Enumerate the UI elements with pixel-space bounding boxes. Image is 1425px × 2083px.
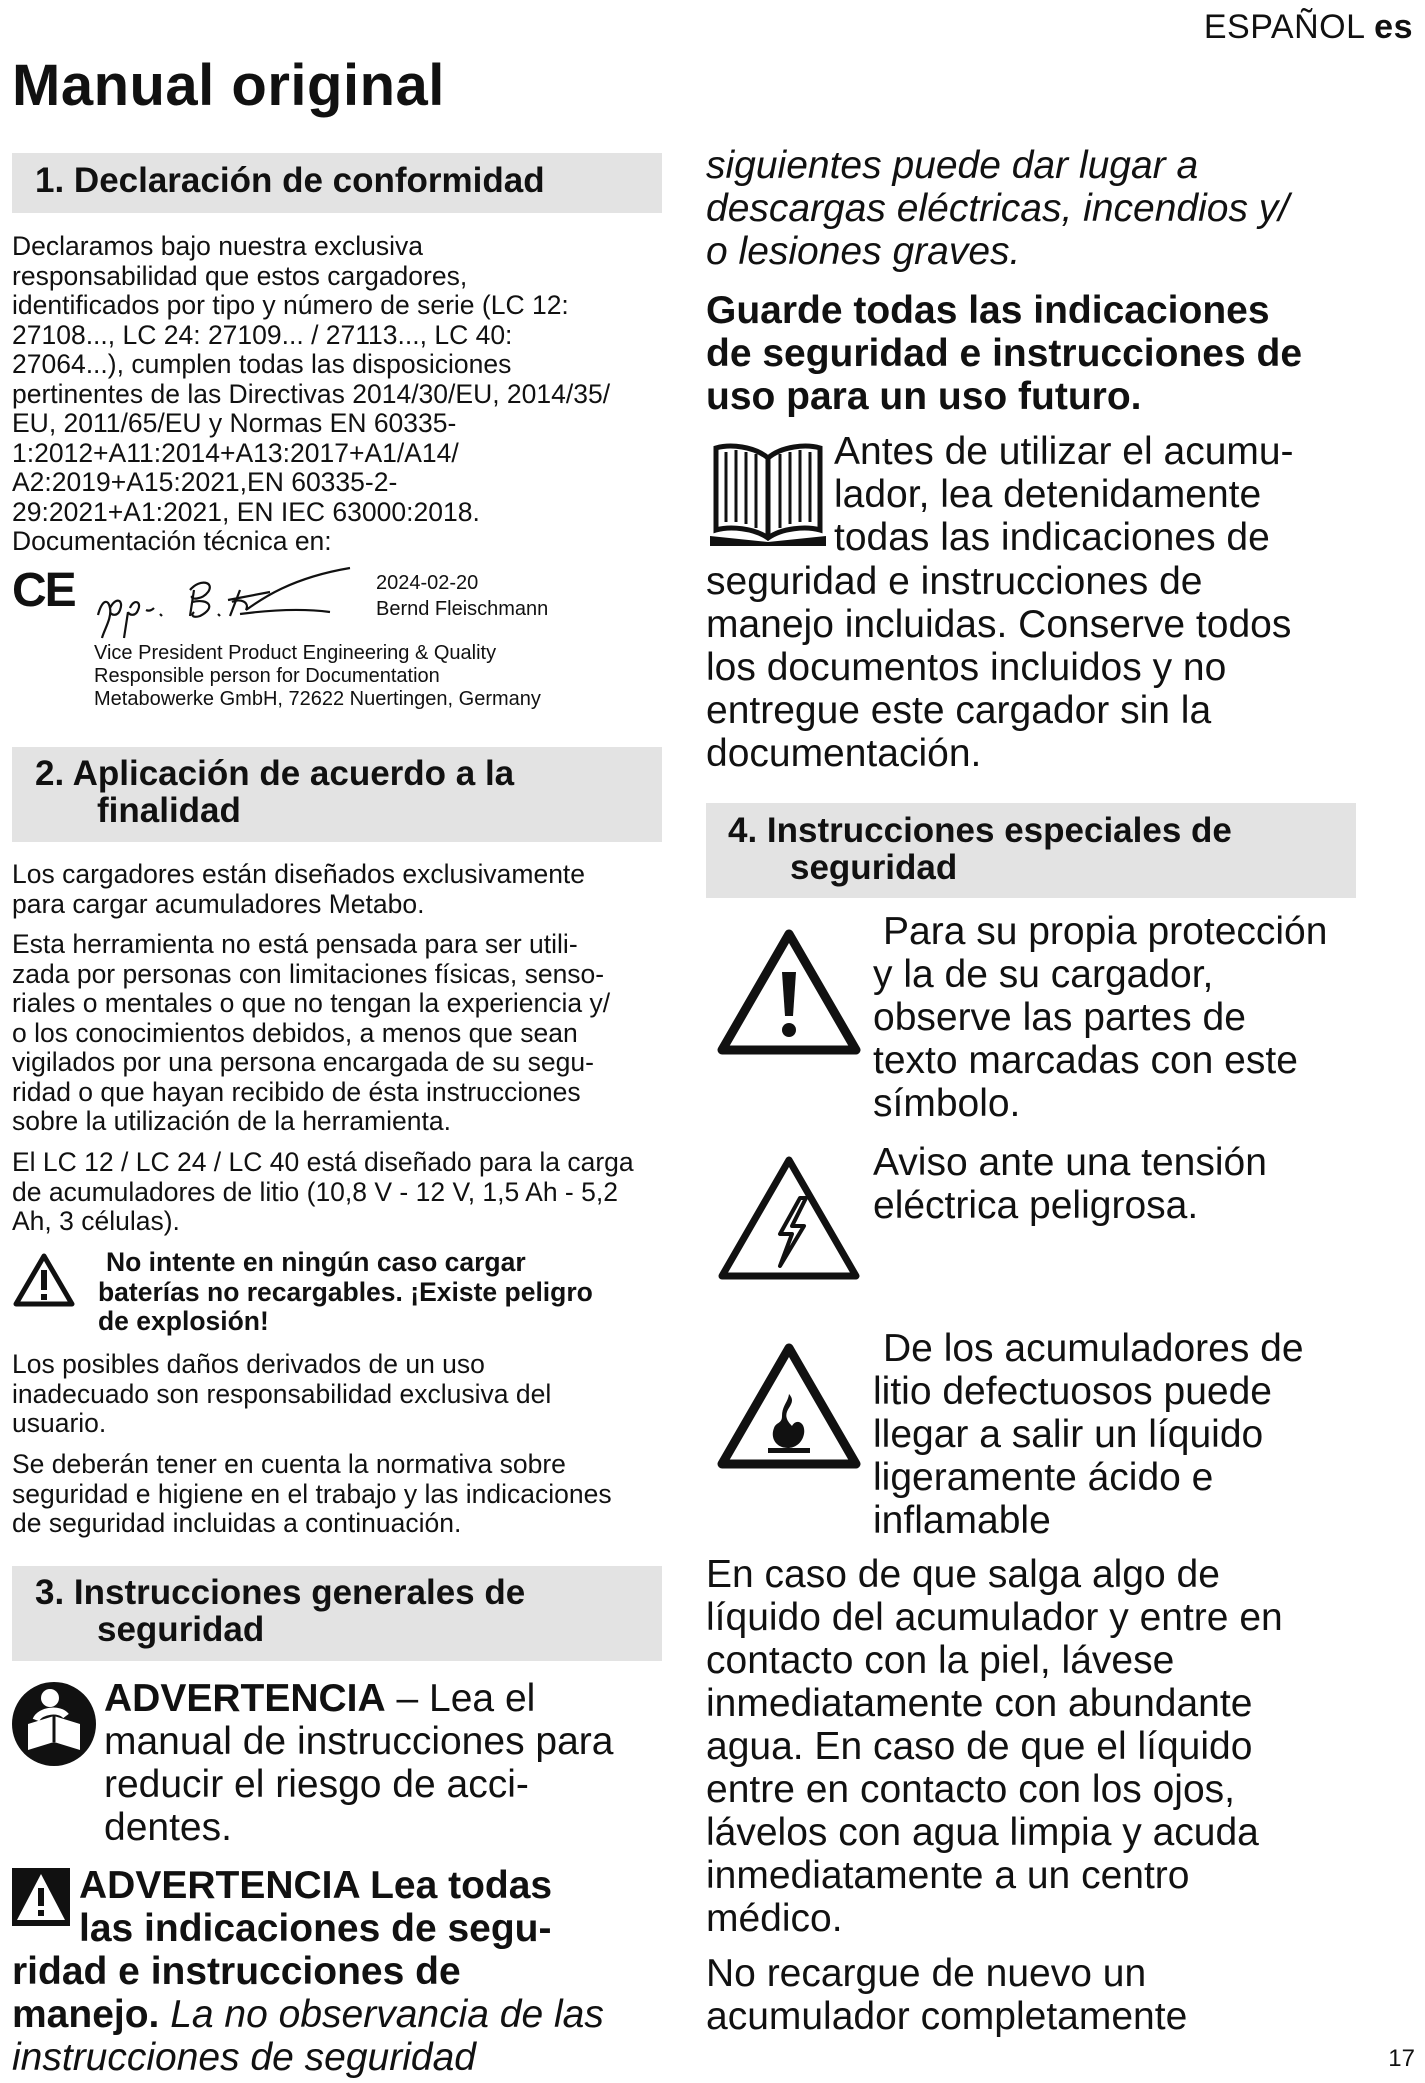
signer-line: Vice President Product Engineering & Quality <box>94 642 497 664</box>
book-text: Antes de utilizar el acumu- lador, lea detenidamente todas las indicaciones de <box>834 430 1294 559</box>
read-manual-icon <box>10 1680 98 1768</box>
section-4-voltage-text: Aviso ante una tensión eléctrica peligrosa. <box>873 1141 1267 1227</box>
text-line: identificados por tipo y número de serie (LC 12: <box>12 290 569 320</box>
signer-line: Responsible person for Documentation <box>94 665 440 687</box>
section-4-p1: En caso de que salga algo de líquido del acumulador y entre en contacto con la piel, lávese inmediatamente con abundante agua. En caso de que el líquido entre en contacto con los ojos, lávelos con agua limpia y acuda inmediatamente a un centro médico. <box>706 1553 1283 1940</box>
section-1-heading: 1. Declaración de conformidad <box>35 161 545 200</box>
text-line: Declaramos bajo nuestra exclusiva <box>12 231 423 261</box>
text-line: 27108..., LC 24: 27109... / 27113..., LC 40: <box>12 319 513 350</box>
text-line: 27064...), cumplen todas las disposiciones <box>12 349 512 379</box>
section-3-heading: 3. Instrucciones generales de seguridad <box>35 1573 526 1649</box>
language-name: ESPAÑOL <box>1203 8 1365 46</box>
text-line: pertinentes de las Directivas 2014/30/EU, 2014/35/ <box>12 378 611 409</box>
warning-triangle-icon <box>12 1252 76 1308</box>
section-3-warning-2: ADVERTENCIA Lea todas las indicaciones de segu- ridad e instrucciones de manejo. La no observancia de las instrucciones de seguridad <box>12 1864 604 2079</box>
section-4-heading: 4. Instrucciones especiales de seguridad <box>728 811 1232 887</box>
book-text-continued: seguridad e instrucciones de manejo incluidas. Conserve todos los documentos incluidos y no entregue este cargador sin la documentación. <box>706 560 1292 775</box>
right-continued-text: siguientes puede dar lugar a descargas eléctricas, incendios y/ o lesiones graves. <box>706 144 1290 273</box>
section-2-p4: Los posibles daños derivados de un uso inadecuado son responsabilidad exclusiva del usuario. <box>12 1349 552 1438</box>
text-line: EU, 2011/65/EU y Normas EN 60335- <box>12 408 457 438</box>
section-1-text <box>12 232 610 557</box>
signature-image <box>90 560 360 640</box>
section-4-warning-symbol-text: Para su propia protección y la de su cargador, observe las partes de texto marcadas con este símbolo. <box>873 910 1328 1125</box>
language-code: es <box>1374 8 1413 46</box>
section-2-p3: El LC 12 / LC 24 / LC 40 está diseñado para la carga de acumuladores de litio (10,8 V - 12 V, 1,5 Ah - 5,2 Ah, 3 células). <box>12 1147 634 1236</box>
flammable-icon <box>716 1342 862 1470</box>
ce-mark: CE <box>12 564 75 617</box>
text-line: responsabilidad que estos cargadores, <box>12 260 468 291</box>
signer-name: Bernd Fleischmann <box>376 598 549 620</box>
section-2-p5: Se deberán tener en cuenta la normativa sobre seguridad e higiene en el trabajo y las indicaciones de seguridad incluidas a continuación. <box>12 1449 612 1538</box>
signature-date: 2024-02-20 <box>376 572 479 594</box>
keep-instructions-text: Guarde todas las indicaciones de seguridad e instrucciones de uso para un uso futuro. <box>706 289 1303 418</box>
language-label <box>1204 8 1413 47</box>
text-line: 1:2012+A11:2014+A13:2017+A1/A14/ <box>12 437 459 468</box>
page-title: Manual original <box>12 53 445 118</box>
section-2-p2: Esta herramienta no está pensada para ser utili- zada por personas con limitaciones físicas, senso- riales o mentales o que no tengan la experiencia y/ o los conocimientos debidos, a menos que sean vigilados por una persona encargada de su segu- ridad o que hayan recibido de ésta instrucciones sobre la utilización de la herramienta. <box>12 929 611 1136</box>
signer-line: Metabowerke GmbH, 72622 Nuertingen, Germany <box>94 688 541 710</box>
section-4-lithium-text: De los acumuladores de litio defectuosos puede llegar a salir un líquido ligeramente ácido e inflamable <box>873 1327 1304 1542</box>
text-line: 29:2021+A1:2021, EN IEC 63000:2018. <box>12 496 480 527</box>
section-2-warning: No intente en ningún caso cargar baterías no recargables. ¡Existe peligro de explosión! <box>98 1247 593 1336</box>
electric-hazard-icon <box>716 1154 862 1282</box>
section-4-p2: No recargue de nuevo un acumulador completamente <box>706 1952 1188 2038</box>
advertencia-label: ADVERTENCIA <box>104 1677 386 1720</box>
signer-details <box>94 642 541 711</box>
page-number: 17 <box>1388 2045 1415 2072</box>
section-2-heading: 2. Aplicación de acuerdo a la finalidad <box>35 754 515 830</box>
book-icon <box>708 438 828 548</box>
section-2-p1: Los cargadores están diseñados exclusivamente para cargar acumuladores Metabo. <box>12 859 586 919</box>
section-3-warning-1: ADVERTENCIA – Lea el manual de instrucciones para reducir el riesgo de acci- dentes. <box>104 1677 614 1849</box>
warning-exclamation-icon <box>716 928 862 1056</box>
text-line: A2:2019+A15:2021,EN 60335-2- <box>12 467 398 497</box>
text-line: Documentación técnica en: <box>12 526 332 556</box>
